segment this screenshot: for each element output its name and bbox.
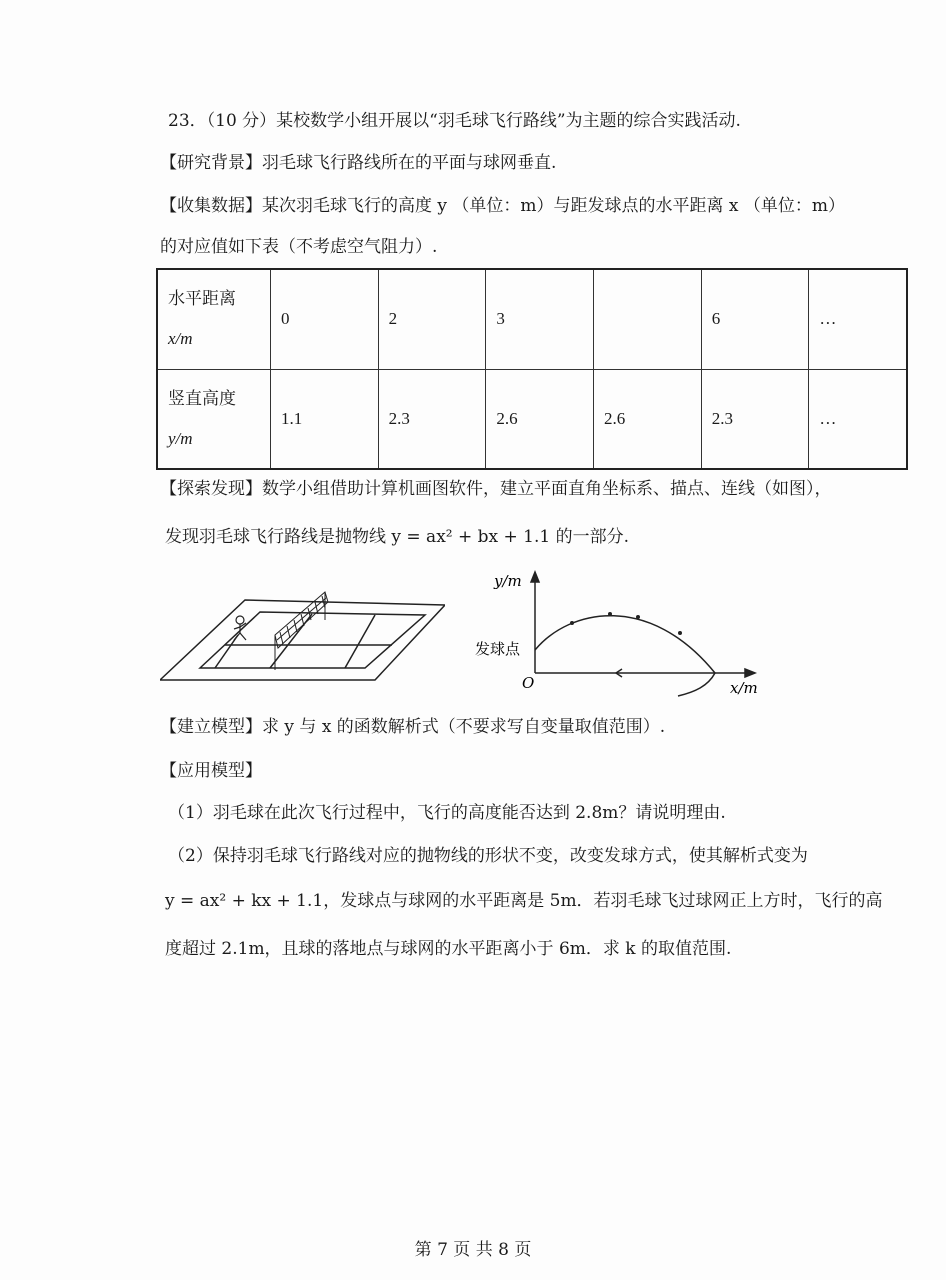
y-axis-label: y/m: [494, 572, 522, 590]
x-axis-arrow: [745, 669, 755, 677]
court-center-line-right: [345, 615, 375, 668]
table-cell: 2: [378, 269, 486, 369]
player-icon: [234, 616, 246, 640]
apply-question-1: （1）羽毛球在此次飞行过程中，飞行的高度能否达到 2.8m？请说明理由.: [168, 803, 726, 823]
table-cell: 3: [486, 269, 594, 369]
table-cell: 2.3: [378, 369, 486, 469]
table-cell: 0: [271, 269, 379, 369]
row-header-height-unit: y/m: [168, 428, 193, 448]
explore-line2: 发现羽毛球飞行路线是抛物线 y = ax² + bx + 1.1 的一部分.: [165, 527, 630, 547]
table-cell: [594, 269, 702, 369]
table-row-height: [157, 369, 907, 469]
origin-label: O: [522, 674, 535, 692]
table-cell: 2.3: [701, 369, 809, 469]
table-cell: 2.6: [486, 369, 594, 469]
table-cell: 2.6: [594, 369, 702, 469]
parabola-extension: [678, 673, 715, 696]
apply-question-2-line2: y = ax² + kx + 1.1，发球点与球网的水平距离是 5m．若羽毛球飞过球网正上方时，飞行的高: [165, 891, 883, 911]
net: [275, 592, 328, 670]
badminton-court-illustration: [160, 580, 445, 685]
collect-data-line2: 的对应值如下表（不考虑空气阻力）.: [160, 237, 438, 257]
apply-title: 【应用模型】: [160, 761, 262, 781]
y-axis-arrow: [531, 572, 539, 582]
apply-question-2-line3: 度超过 2.1m，且球的落地点与球网的水平距离小于 6m．求 k 的取值范围.: [165, 939, 732, 959]
research-background: 【研究背景】羽毛球飞行路线所在的平面与球网垂直.: [160, 153, 557, 173]
serve-point-label: 发球点: [475, 640, 521, 658]
parabola-path: [535, 616, 715, 673]
question-intro: 23．（10 分）某校数学小组开展以“羽毛球飞行路线”为主题的综合实践活动.: [168, 111, 741, 131]
data-points: [570, 612, 682, 635]
collect-data-line1: 【收集数据】某次羽毛球飞行的高度 y （单位：m）与距发球点的水平距离 x （单位：m）: [160, 196, 846, 216]
table-row-distance: [157, 269, 907, 369]
table-cell: 1.1: [271, 369, 379, 469]
row-header-height: [157, 369, 271, 469]
explore-line1: 【探索发现】数学小组借助计算机画图软件，建立平面直角坐标系、描点、连线（如图），: [160, 479, 832, 499]
page-footer: 第 7 页 共 8 页: [414, 1240, 532, 1260]
table-cell: 6: [701, 269, 809, 369]
x-axis-label: x/m: [730, 679, 758, 697]
table-cell: …: [809, 269, 907, 369]
table-cell: …: [809, 369, 907, 469]
data-table: [156, 268, 908, 470]
model-line: 【建立模型】求 y 与 x 的函数解析式（不要求写自变量取值范围）.: [160, 717, 666, 737]
row-header-distance: [157, 269, 271, 369]
trajectory-graph: [470, 568, 770, 698]
row-header-height-label: 竖直高度: [168, 388, 236, 408]
row-header-distance-unit: x/m: [168, 329, 193, 349]
row-header-distance-label: 水平距离: [168, 289, 236, 309]
apply-question-2-line1: （2）保持羽毛球飞行路线对应的抛物线的形状不变，改变发球方式，使其解析式变为: [168, 846, 808, 866]
